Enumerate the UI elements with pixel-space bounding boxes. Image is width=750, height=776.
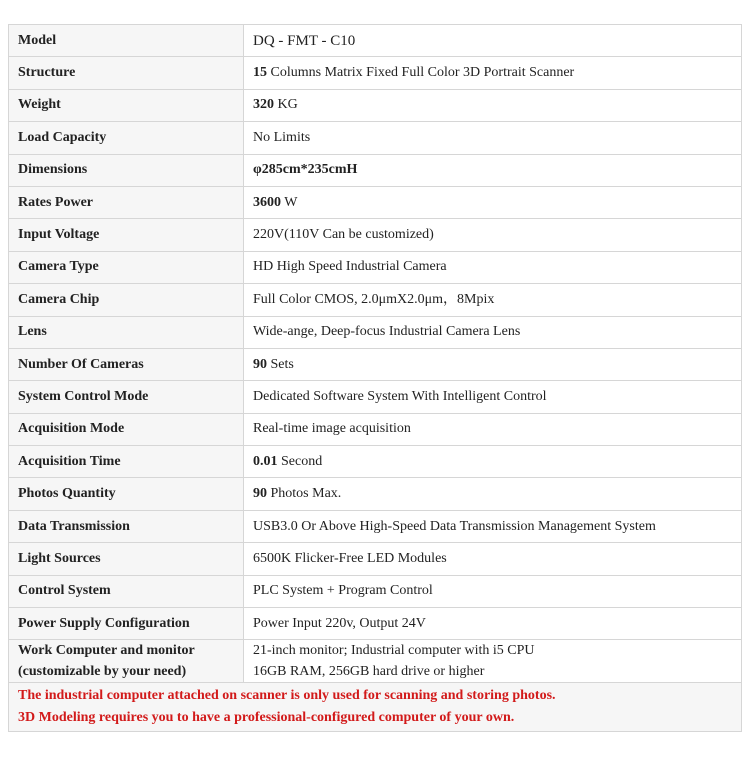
spec-value-text: HD High Speed Industrial Camera — [253, 259, 447, 275]
spec-row-data-transmission — [9, 510, 742, 542]
spec-value-text: No Limits — [253, 129, 311, 145]
spec-value — [244, 413, 742, 445]
spec-value-text: Wide-ange, Deep-focus Industrial Camera Lens — [253, 324, 521, 340]
spec-value — [244, 122, 742, 154]
spec-value-text: 6500K Flicker-Free LED Modules — [253, 550, 447, 566]
spec-value — [244, 251, 742, 283]
spec-label: Model — [9, 25, 244, 57]
spec-row-camera-chip — [9, 284, 742, 316]
spec-label: Acquisition Time — [9, 446, 244, 478]
spec-value-text: PLC System + Program Control — [253, 583, 433, 599]
spec-label: Acquisition Mode — [9, 413, 244, 445]
spec-value-line: 21-inch monitor; Industrial computer with i5 CPU — [253, 643, 535, 659]
spec-value-text: Real-time image acquisition — [253, 421, 411, 437]
spec-row-power-supply-configuration — [9, 608, 742, 640]
spec-table — [8, 24, 742, 732]
spec-value-text: Full Color CMOS, 2.0μmX2.0μm，8Mpix — [253, 291, 495, 307]
spec-value-bold: 3600 — [253, 194, 281, 210]
spec-row-photos-quantity — [9, 478, 742, 510]
spec-label: Rates Power — [9, 186, 244, 218]
spec-row-lens — [9, 316, 742, 348]
spec-value-text: Photos Max. — [267, 486, 342, 502]
spec-row-note — [9, 683, 742, 732]
spec-label: Control System — [9, 575, 244, 607]
spec-label: Power Supply Configuration — [9, 608, 244, 640]
spec-label: Load Capacity — [9, 122, 244, 154]
spec-value-text: USB3.0 Or Above High-Speed Data Transmission Management System — [253, 518, 656, 534]
spec-value — [244, 219, 742, 251]
spec-value-text: W — [281, 194, 298, 210]
spec-label: Photos Quantity — [9, 478, 244, 510]
spec-value-text: Dedicated Software System With Intelligent Control — [253, 388, 547, 404]
spec-row-work-computer — [9, 640, 742, 683]
spec-row-light-sources — [9, 543, 742, 575]
spec-value-bold: 15 — [253, 65, 267, 81]
spec-value-line: 16GB RAM, 256GB hard drive or higher — [253, 664, 485, 680]
spec-row-acquisition-mode — [9, 413, 742, 445]
spec-value — [244, 25, 742, 57]
spec-value-text: Columns Matrix Fixed Full Color 3D Portrait Scanner — [267, 65, 575, 81]
spec-row-acquisition-time — [9, 446, 742, 478]
spec-label: Data Transmission — [9, 510, 244, 542]
spec-row-rates-power — [9, 186, 742, 218]
spec-label: Light Sources — [9, 543, 244, 575]
spec-label: Lens — [9, 316, 244, 348]
spec-value-bold: 90 — [253, 486, 267, 502]
spec-value-text: Second — [277, 453, 323, 469]
spec-value — [244, 446, 742, 478]
spec-value-text: DQ - FMT - C10 — [253, 32, 356, 49]
notice-line: 3D Modeling requires you to have a professional-configured computer of your own. — [18, 710, 515, 726]
spec-label: Weight — [9, 89, 244, 121]
spec-row-camera-type — [9, 251, 742, 283]
spec-label: Input Voltage — [9, 219, 244, 251]
spec-value-bold: 90 — [253, 356, 267, 372]
spec-value — [244, 543, 742, 575]
spec-value — [244, 186, 742, 218]
spec-value — [244, 348, 742, 380]
spec-label: Number Of Cameras — [9, 348, 244, 380]
spec-value — [244, 575, 742, 607]
spec-label: Camera Chip — [9, 284, 244, 316]
spec-label: Dimensions — [9, 154, 244, 186]
spec-label — [9, 640, 244, 683]
spec-value — [244, 316, 742, 348]
spec-value — [244, 510, 742, 542]
spec-label: System Control Mode — [9, 381, 244, 413]
spec-value-bold: φ285cm*235cmH — [253, 162, 358, 178]
spec-value — [244, 640, 742, 683]
spec-value — [244, 89, 742, 121]
spec-table-wrapper — [8, 24, 741, 732]
spec-value-bold: 320 — [253, 97, 274, 113]
spec-label-line: (customizable by your need) — [18, 664, 187, 680]
spec-row-model — [9, 25, 742, 57]
spec-row-load-capacity — [9, 122, 742, 154]
spec-value-text: KG — [274, 97, 298, 113]
spec-row-weight — [9, 89, 742, 121]
spec-value — [244, 608, 742, 640]
spec-label-line: Work Computer and monitor — [18, 643, 195, 659]
notice-line: The industrial computer attached on scanner is only used for scanning and storing photos. — [18, 688, 556, 704]
spec-row-system-control-mode — [9, 381, 742, 413]
notice-text — [9, 683, 742, 732]
spec-row-structure — [9, 57, 742, 89]
spec-row-number-of-cameras — [9, 348, 742, 380]
spec-value — [244, 381, 742, 413]
spec-value — [244, 478, 742, 510]
spec-row-control-system — [9, 575, 742, 607]
spec-value — [244, 57, 742, 89]
spec-value-text: Sets — [267, 356, 294, 372]
spec-value — [244, 284, 742, 316]
spec-value-text: Power Input 220v, Output 24V — [253, 615, 426, 631]
spec-value-bold: 0.01 — [253, 453, 278, 469]
spec-row-dimensions — [9, 154, 742, 186]
spec-label: Camera Type — [9, 251, 244, 283]
spec-label: Structure — [9, 57, 244, 89]
spec-value-text: 220V(110V Can be customized) — [253, 227, 434, 243]
spec-value — [244, 154, 742, 186]
spec-row-input-voltage — [9, 219, 742, 251]
